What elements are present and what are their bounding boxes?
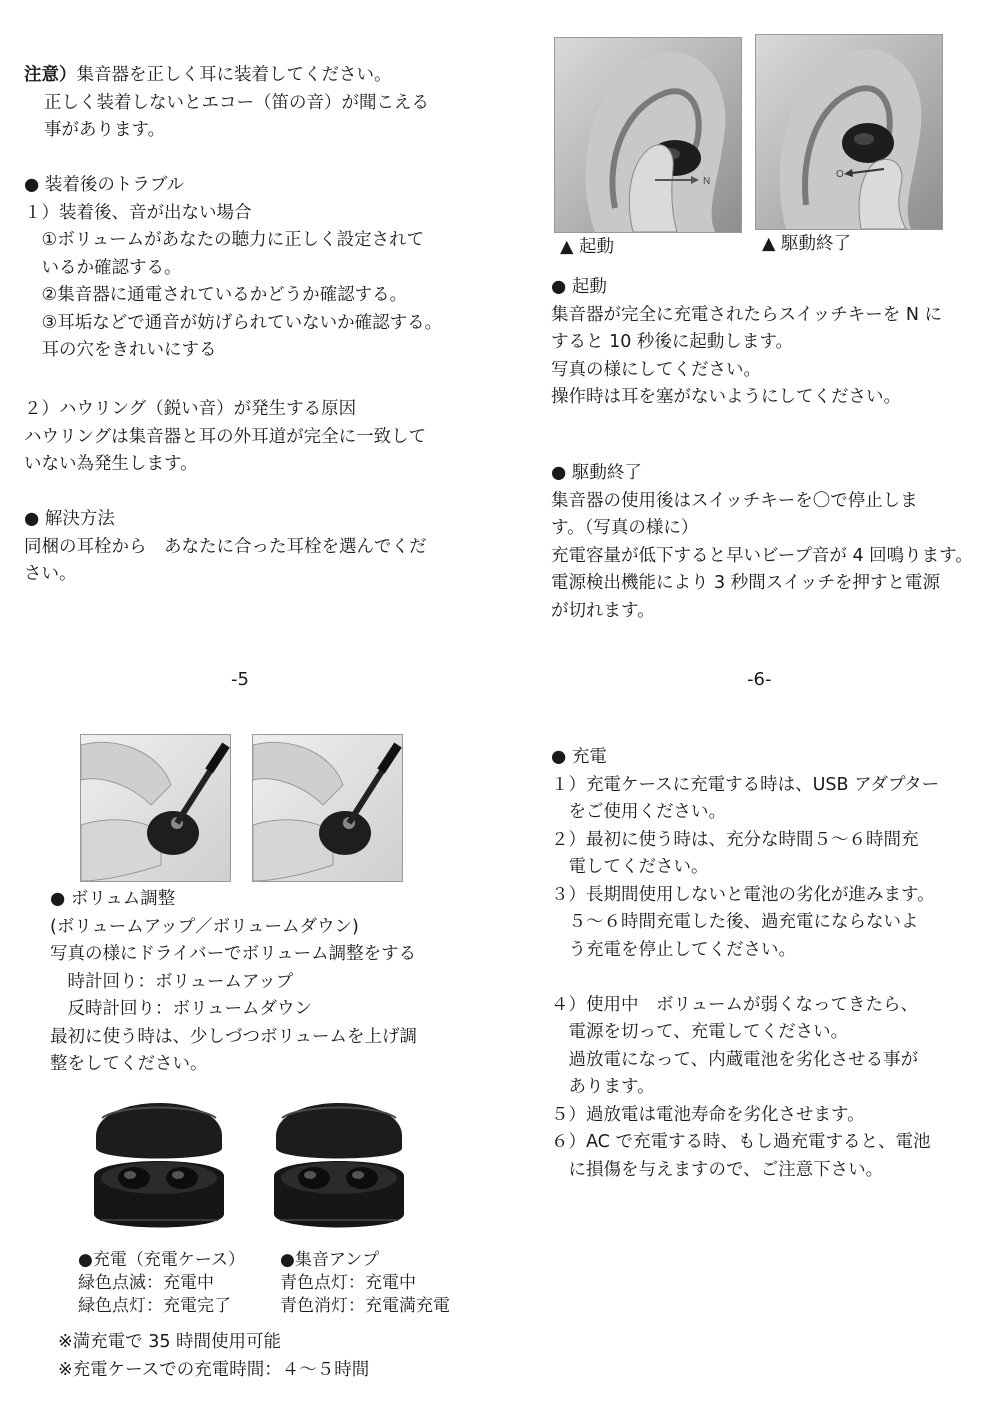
photo-caption-start: ▲ 起動 <box>560 237 615 257</box>
charging-line: ３）長期間使用しないと電池の劣化が進みます。 <box>551 884 935 905</box>
trouble-line: １）装着後、音が出ない場合 <box>24 202 252 223</box>
trouble-line: 耳の穴をきれいにする <box>24 340 217 360</box>
ear-start-illustration <box>555 38 741 232</box>
charging-line: あります。 <box>551 1077 655 1097</box>
charging-line: 電してください。 <box>551 857 709 877</box>
caution-line: 集音器を正しく耳に装着してください。 <box>76 65 392 85</box>
trouble-line: ③耳垢などで通音が妨げられていないか確認する。 <box>24 312 443 333</box>
trouble-line: ①ボリュームがあなたの聴力に正しく設定されて <box>24 230 425 250</box>
charging-heading: ● 充電 <box>551 747 607 767</box>
charging-section <box>551 744 939 1184</box>
stop-line: 電源検出機能により 3 秒間スイッチを押すと電源 <box>551 573 941 593</box>
start-line: 集音器が完全に充電されたらスイッチキーを N に <box>551 304 943 325</box>
start-line: すると 10 秒後に起動します。 <box>551 332 793 352</box>
howling-line: ２）ハウリング（鋭い音）が発生する原因 <box>24 399 357 419</box>
stop-heading: ● 駆動終了 <box>551 463 642 483</box>
charging-line: ６）AC で充電する時、もし過充電すると、電池 <box>551 1132 931 1152</box>
charging-line: ５～６時間充電した後、過充電にならないよ <box>551 912 919 932</box>
screwdriver-illustration <box>253 735 402 881</box>
volume-section <box>50 886 417 1079</box>
page-number: -5 <box>231 669 249 690</box>
charging-case-illustration <box>270 1096 408 1236</box>
charge-case-line: 緑色点滅：充電中 <box>78 1273 214 1293</box>
charging-line: ５）過放電は電池寿命を劣化させます。 <box>551 1104 865 1125</box>
trouble-line: ②集音器に通電されているかどうか確認する。 <box>24 285 408 305</box>
ear-stop-illustration <box>756 35 942 229</box>
charging-line: ４）使用中 ボリュームが弱くなってきたら、 <box>551 994 918 1015</box>
howling-line: ハウリングは集音器と耳の外耳道が完全に一致して <box>24 426 427 447</box>
charge-note: ※充電ケースでの充電時間：４～５時間 <box>58 1359 370 1380</box>
switch-marker-o: O <box>836 169 844 180</box>
charging-line: ２）最初に使う時は、充分な時間５～６時間充 <box>551 829 919 850</box>
amp-info <box>280 1249 450 1318</box>
charge-case-line: 緑色点灯：充電完了 <box>78 1296 231 1316</box>
amp-line: 青色消灯：充電満充電 <box>280 1296 450 1316</box>
charging-line: う充電を停止してください。 <box>551 939 796 960</box>
volume-line: 反時計回り：ボリュームダウン <box>50 999 312 1019</box>
solution-heading: ● 解決方法 <box>24 509 115 529</box>
charging-line: 電源を切って、充電してください。 <box>551 1022 849 1042</box>
ear-photo-stop <box>755 34 943 230</box>
charge-note: ※満充電で 35 時間使用可能 <box>58 1332 282 1352</box>
howling-line: いない為発生します。 <box>24 454 198 474</box>
charge-case-info <box>78 1249 245 1318</box>
charging-line: 過放電になって、内蔵電池を劣化させる事が <box>551 1049 919 1070</box>
photo-caption-stop: ▲ 駆動終了 <box>762 234 852 254</box>
screwdriver-illustration <box>81 735 230 881</box>
charging-line: １）充電ケースに充電する時は、USB アダプター <box>551 774 940 795</box>
solution-line: 同梱の耳栓から あなたに合った耳栓を選んでくだ <box>24 536 427 557</box>
volume-line: 整をしてください。 <box>50 1054 208 1074</box>
solution-section <box>24 506 427 589</box>
charging-spacer <box>551 964 939 992</box>
charging-line: をご使用ください。 <box>551 802 726 822</box>
trouble-heading: ● 装着後のトラブル <box>24 175 185 195</box>
start-line: 操作時は耳を塞がないようにしてください。 <box>551 387 901 407</box>
trouble-line: いるか確認する。 <box>24 257 182 278</box>
charging-line: に損傷を与えますので、ご注意下さい。 <box>551 1159 884 1180</box>
volume-photo-2 <box>252 734 403 882</box>
stop-line: 集音器の使用後はスイッチキーを〇で停止しま <box>551 490 918 511</box>
volume-line: 最初に使う時は、少しづつボリュームを上げ調 <box>50 1026 417 1047</box>
amp-title: ●集音アンプ <box>280 1250 380 1270</box>
switch-marker-n: N <box>703 176 711 187</box>
caution-line: 事があります。 <box>44 120 166 140</box>
howling-section <box>24 396 426 479</box>
amp-line: 青色点灯：充電中 <box>280 1273 416 1293</box>
charging-case-image <box>270 1096 408 1236</box>
volume-line: 時計回り：ボリュームアップ <box>50 971 294 992</box>
ear-photo-start <box>554 37 742 233</box>
start-section <box>551 274 942 412</box>
volume-line: 写真の様にドライバーでボリューム調整をする <box>50 944 417 964</box>
solution-line: さい。 <box>24 564 77 584</box>
trouble-section <box>24 172 442 365</box>
volume-heading: ● ボリュム調整 <box>50 889 176 909</box>
charging-case-image <box>90 1096 228 1236</box>
page-number: -6- <box>747 669 772 690</box>
start-heading: ● 起動 <box>551 277 607 297</box>
volume-line: (ボリュームアップ／ボリュームダウン) <box>50 916 359 937</box>
charge-case-title: ●充電（充電ケース） <box>78 1250 245 1270</box>
caution-block <box>24 62 429 145</box>
charging-case-illustration <box>90 1096 228 1236</box>
stop-line: す。（写真の様に） <box>551 518 699 538</box>
caution-label: 注意） <box>24 65 77 85</box>
start-line: 写真の様にしてください。 <box>551 359 761 380</box>
volume-photo-1 <box>80 734 231 882</box>
stop-section <box>551 460 973 625</box>
charge-notes <box>58 1329 369 1384</box>
stop-line: 充電容量が低下すると早いビープ音が 4 回鳴ります。 <box>551 545 973 566</box>
caution-line: 正しく装着しないとエコー（笛の音）が聞こえる <box>44 92 429 113</box>
stop-line: が切れます。 <box>551 600 655 621</box>
